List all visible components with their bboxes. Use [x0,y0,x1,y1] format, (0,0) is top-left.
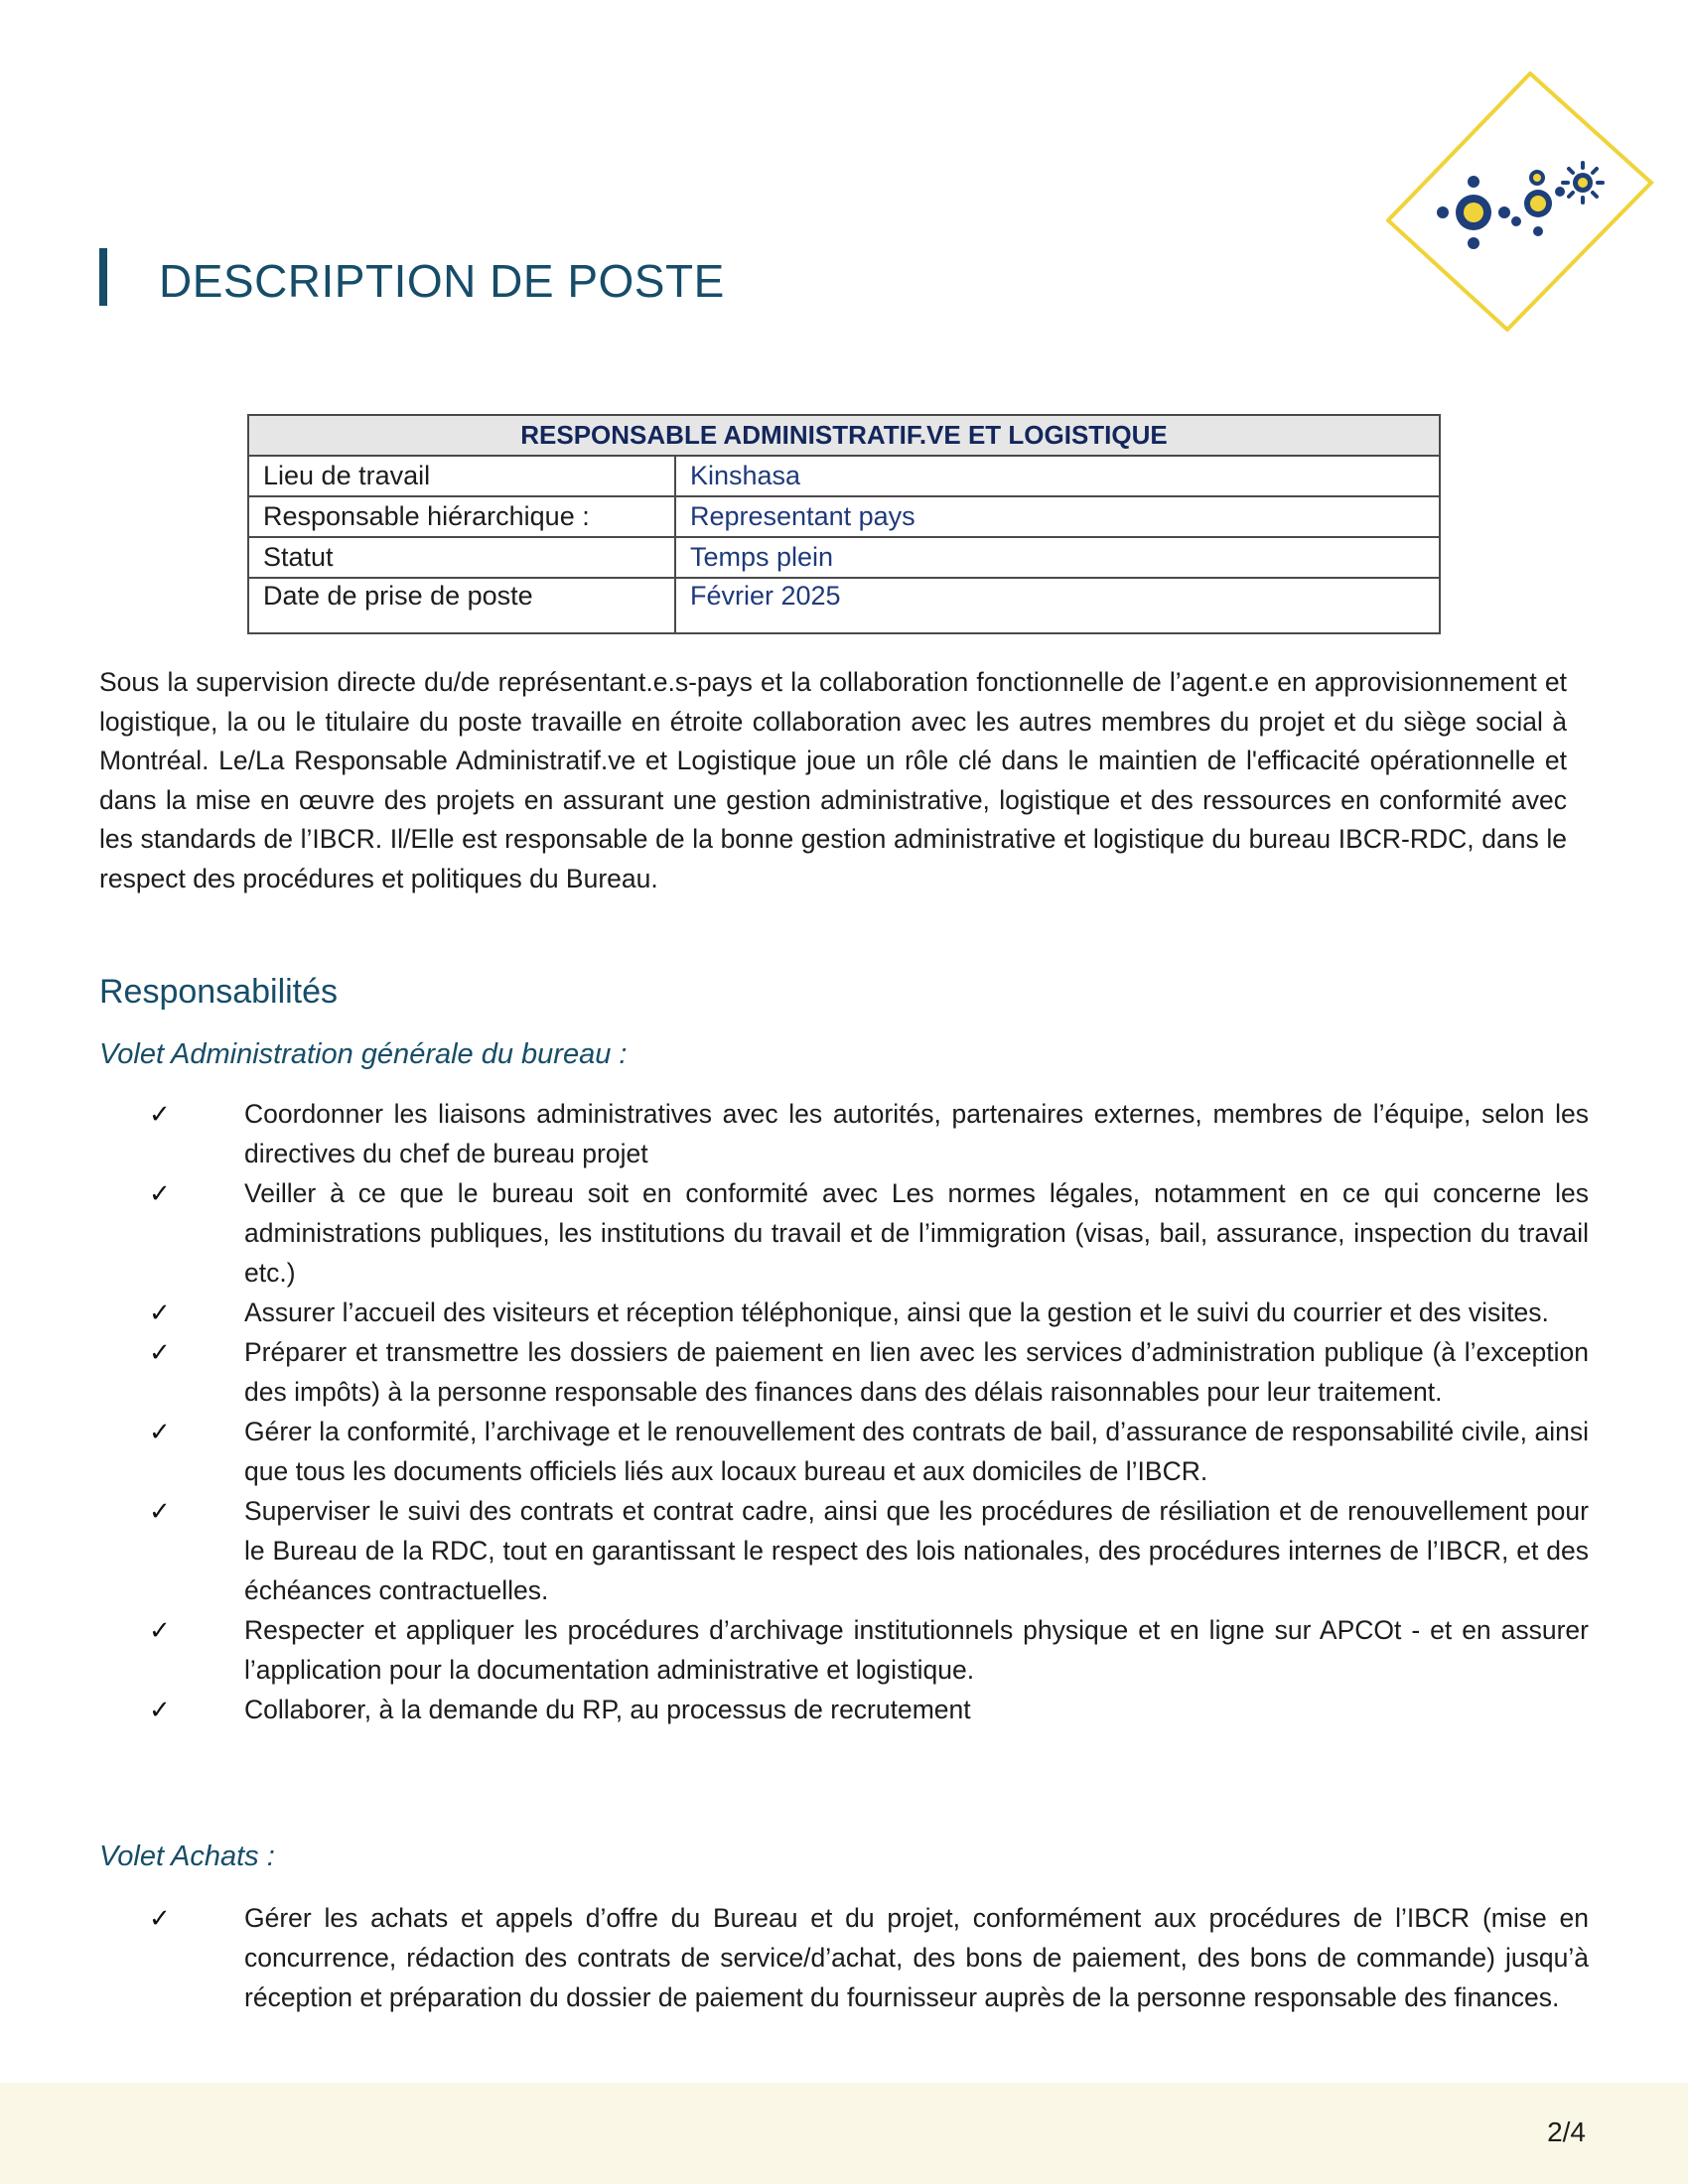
list-item-text: Gérer la conformité, l’archivage et le renouvellement des contrats de bail, d’assurance de responsabilité civile, ainsi que tous les documents officiels liés aux locaux bureau et aux domiciles de l’IBCR. [244,1417,1589,1486]
list-item [99,1898,1589,2017]
row-label: Statut [248,537,675,578]
list-item [99,1332,1589,1412]
list-item-text: Coordonner les liaisons administratives avec les autorités, partenaires externes, membres de l’équipe, selon les directives du chef de bureau projet [244,1099,1589,1168]
purchasing-responsibilities-list [99,1898,1589,2017]
table-row [248,496,1440,537]
list-item [99,1610,1589,1690]
checkmark-icon: ✓ [149,1337,171,1367]
table-row [248,537,1440,578]
table-row [248,456,1440,496]
list-item-text: Superviser le suivi des contrats et contrat cadre, ainsi que les procédures de résiliation et de renouvellement pour le Bureau de la RDC, tout en garantissant le respect des lois nationales, des procédures internes de l’IBCR, et des échéances contractuelles. [244,1496,1589,1605]
list-item [99,1173,1589,1293]
ibcr-diamond-logo-icon [1386,71,1654,332]
job-info-table [247,414,1441,634]
ibcr-logo [1386,71,1654,332]
row-label: Lieu de travail [248,456,675,496]
list-item [99,1094,1589,1173]
checkmark-icon: ✓ [149,1417,171,1446]
checkmark-icon: ✓ [149,1695,171,1724]
row-value: Kinshasa [675,456,1440,496]
list-item [99,1690,1589,1729]
row-label: Responsable hiérarchique : [248,496,675,537]
list-item-text: Respecter et appliquer les procédures d’archivage institutionnels physique et en ligne sur APCOt - et en assurer l’application pour la documentation administrative et logistique. [244,1615,1589,1685]
list-item-text: Veiller à ce que le bureau soit en conformité avec Les normes légales, notamment en ce qui concerne les administrations publiques, les institutions du travail et de l’immigration (visas, bail, assurance, inspection du travail etc.) [244,1178,1589,1288]
flower-medium-icon [1511,170,1565,236]
title-accent-bar [99,248,107,306]
page-footer [0,2083,1688,2184]
flower-sun-icon [1563,163,1603,203]
flower-large-icon [1437,176,1510,249]
page-title: DESCRIPTION DE POSTE [159,255,725,307]
job-title-heading: RESPONSABLE ADMINISTRATIF.VE ET LOGISTIQUE [248,415,1440,456]
row-value: Temps plein [675,537,1440,578]
list-item [99,1293,1589,1332]
row-value: Février 2025 [675,578,1440,633]
purchasing-section-heading: Volet Achats : [99,1841,275,1872]
list-item-text: Préparer et transmettre les dossiers de paiement en lien avec les services d’administration publique (à l’exception des impôts) à la personne responsable des finances dans des délais raisonnables pour leur traitement. [244,1337,1589,1407]
row-label: Date de prise de poste [248,578,675,633]
admin-section-heading: Volet Administration générale du bureau : [99,1038,628,1070]
checkmark-icon: ✓ [149,1178,171,1208]
checkmark-icon: ✓ [149,1496,171,1526]
list-item [99,1412,1589,1491]
admin-responsibilities-list [99,1094,1589,1729]
intro-paragraph: Sous la supervision directe du/de représentant.e.s-pays et la collaboration fonctionnelle de l’agent.e en approvisionnement et logistique, la ou le titulaire du poste travaille en étroite collaboration avec les autres membres du projet et du siège social à Montréal. Le/La Responsable Administratif.ve et Logistique joue un rôle clé dans le maintien de l'efficacité opérationnelle et dans la mise en œuvre des projets en assurant une gestion administrative, logistique et des ressources en conformité avec les standards de l’IBCR. Il/Elle est responsable de la bonne gestion administrative et logistique du bureau IBCR-RDC, dans le respect des procédures et politiques du Bureau. [99,667,1567,893]
checkmark-icon: ✓ [149,1099,171,1129]
table-row [248,578,1440,633]
responsibilities-heading: Responsabilités [99,973,339,1011]
checkmark-icon: ✓ [149,1615,171,1645]
list-item-text: Gérer les achats et appels d’offre du Bureau et du projet, conformément aux procédures de l’IBCR (mise en concurrence, rédaction des contrats de service/d’achat, des bons de paiement, des bons de commande) jusqu’à réception et préparation du dossier de paiement du fournisseur auprès de la personne responsable des finances. [244,1903,1589,2012]
checkmark-icon: ✓ [149,1297,171,1327]
list-item [99,1491,1589,1610]
list-item-text: Collaborer, à la demande du RP, au processus de recrutement [244,1695,971,1724]
page-number: 2/4 [1547,2116,1586,2147]
list-item-text: Assurer l’accueil des visiteurs et réception téléphonique, ainsi que la gestion et le suivi du courrier et des visites. [244,1297,1549,1327]
row-value: Representant pays [675,496,1440,537]
checkmark-icon: ✓ [149,1903,171,1933]
